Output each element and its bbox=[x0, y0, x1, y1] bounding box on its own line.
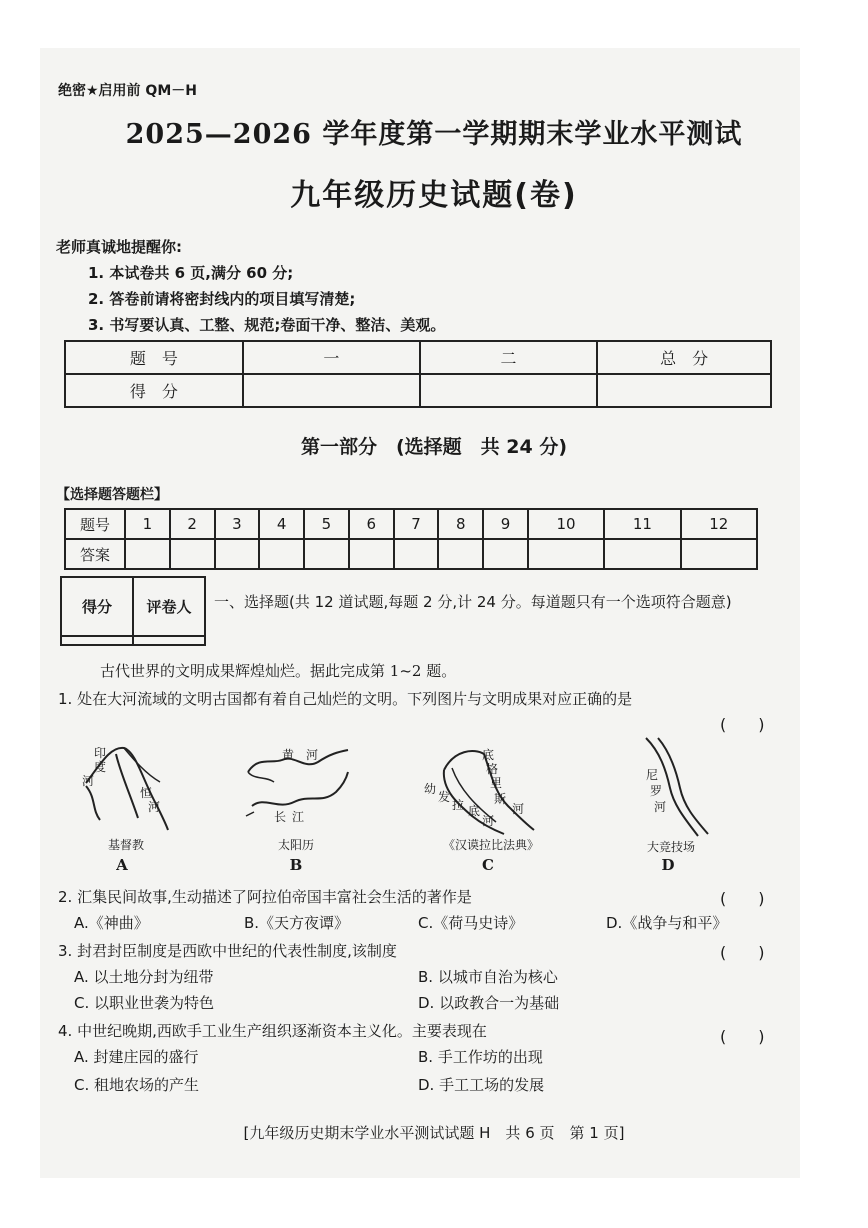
river-label: 恒 bbox=[140, 786, 153, 800]
answer-cell[interactable] bbox=[483, 539, 528, 569]
exam-title: 2025—2026 学年度第一学期期末学业水平测试 bbox=[125, 119, 743, 150]
question-stem: 1. 处在大河流域的文明古国都有着自己灿烂的文明。下列图片与文明成果对应正确的是 bbox=[58, 690, 633, 708]
answer-cell[interactable] bbox=[394, 539, 439, 569]
river-label: 发 bbox=[438, 790, 451, 804]
river-label: 度 bbox=[94, 760, 107, 774]
score-cell[interactable] bbox=[243, 374, 420, 407]
question-number-cell: 12 bbox=[681, 509, 757, 539]
score-header-cell: 总 分 bbox=[597, 341, 771, 374]
river-label: 江 bbox=[292, 810, 305, 824]
river-label: 河 bbox=[148, 800, 161, 814]
answer-cell[interactable] bbox=[215, 539, 260, 569]
option-c[interactable]: C.《荷马史诗》 bbox=[418, 914, 524, 932]
answer-cell[interactable] bbox=[259, 539, 304, 569]
question-number-cell: 4 bbox=[259, 509, 304, 539]
option-d[interactable]: D. 手工工场的发展 bbox=[418, 1076, 545, 1094]
section-instruction: 一、选择题(共 12 道试题,每题 2 分,计 24 分。每道题只有一个选项符合题意) bbox=[214, 593, 732, 611]
grader-score-label: 得分 bbox=[61, 577, 133, 636]
option-b[interactable]: B. 以城市自治为核心 bbox=[418, 968, 558, 986]
question-number-cell: 6 bbox=[349, 509, 394, 539]
answer-cell[interactable] bbox=[438, 539, 483, 569]
river-label: 格 bbox=[486, 762, 499, 776]
option-d[interactable]: D. 以政教合一为基础 bbox=[418, 994, 560, 1012]
option-d[interactable]: D.《战争与和平》 bbox=[606, 914, 728, 932]
map-caption-a: 基督教 bbox=[107, 838, 144, 852]
question-number-cell: 1 bbox=[125, 509, 170, 539]
grader-score-cell[interactable] bbox=[61, 636, 133, 645]
river-label: 河 bbox=[512, 802, 525, 816]
river-label: 河 bbox=[482, 814, 495, 828]
river-label: 黄 bbox=[282, 748, 295, 762]
option-letter-b[interactable]: B bbox=[289, 856, 303, 874]
score-table bbox=[64, 340, 772, 408]
question-number-cell: 2 bbox=[170, 509, 215, 539]
question-stem: 2. 汇集民间故事,生动描述了阿拉伯帝国丰富社会生活的著作是 bbox=[58, 888, 472, 906]
reminder-item: 3. 书写要认真、工整、规范;卷面干净、整洁、美观。 bbox=[88, 316, 446, 334]
map-caption-d: 大竞技场 bbox=[646, 840, 695, 854]
answer-paren: ( ) bbox=[720, 715, 765, 734]
reminder-heading: 老师真诚地提醒你: bbox=[56, 238, 182, 256]
river-map-d bbox=[636, 736, 716, 840]
river-label: 幼 bbox=[424, 782, 437, 796]
answer-paren: ( ) bbox=[720, 1027, 765, 1046]
map-c-mesopotamia bbox=[424, 740, 544, 840]
river-label: 拉 bbox=[452, 798, 465, 812]
answer-cell[interactable] bbox=[604, 539, 680, 569]
river-label: 底 bbox=[482, 748, 495, 762]
grader-name-label: 评卷人 bbox=[133, 577, 205, 636]
map-d-nile bbox=[636, 736, 716, 840]
question-stem: 4. 中世纪晚期,西欧手工业生产组织逐渐资本主义化。主要表现在 bbox=[58, 1022, 487, 1040]
question-intro: 古代世界的文明成果辉煌灿烂。据此完成第 1~2 题。 bbox=[100, 662, 457, 680]
reminder-item: 1. 本试卷共 6 页,满分 60 分; bbox=[88, 264, 294, 282]
map-b-yellow-yangtze bbox=[244, 744, 354, 834]
map-caption-c: 《汉谟拉比法典》 bbox=[442, 838, 539, 852]
option-letter-a[interactable]: A bbox=[116, 856, 128, 874]
option-c[interactable]: C. 租地农场的产生 bbox=[74, 1076, 200, 1094]
answer-cell[interactable] bbox=[528, 539, 604, 569]
score-cell[interactable] bbox=[597, 374, 771, 407]
answer-cell[interactable] bbox=[681, 539, 757, 569]
option-a[interactable]: A. 封建庄园的盛行 bbox=[74, 1048, 199, 1066]
map-a-indus-ganges bbox=[76, 738, 176, 838]
grader-table bbox=[60, 576, 206, 646]
answer-row-label: 答案 bbox=[65, 539, 125, 569]
river-label: 罗 bbox=[650, 784, 663, 798]
question-number-cell: 7 bbox=[394, 509, 439, 539]
map-caption-b: 太阳历 bbox=[277, 838, 314, 852]
question-number-cell: 10 bbox=[528, 509, 604, 539]
option-b[interactable]: B. 手工作坊的出现 bbox=[418, 1048, 543, 1066]
question-number-cell: 11 bbox=[604, 509, 680, 539]
exam-subtitle: 九年级历史试题(卷) bbox=[290, 178, 578, 213]
answer-paren: ( ) bbox=[720, 943, 765, 962]
answer-table bbox=[64, 508, 758, 570]
score-header-cell: 题 号 bbox=[65, 341, 243, 374]
part-title: 第一部分 (选择题 共 24 分) bbox=[300, 436, 568, 458]
river-label: 河 bbox=[306, 748, 319, 762]
option-b[interactable]: B.《天方夜谭》 bbox=[244, 914, 350, 932]
answer-cell[interactable] bbox=[125, 539, 170, 569]
score-row-label: 得 分 bbox=[65, 374, 243, 407]
option-c[interactable]: C. 以职业世袭为特色 bbox=[74, 994, 215, 1012]
question-number-cell: 5 bbox=[304, 509, 349, 539]
river-label: 里 bbox=[490, 776, 503, 790]
secret-label: 绝密★启用前 QM－H bbox=[58, 83, 197, 99]
option-letter-d[interactable]: D bbox=[661, 856, 675, 874]
question-number-cell: 3 bbox=[215, 509, 260, 539]
answer-row-label: 题号 bbox=[65, 509, 125, 539]
option-a[interactable]: A.《神曲》 bbox=[74, 914, 149, 932]
question-number-cell: 8 bbox=[438, 509, 483, 539]
score-cell[interactable] bbox=[420, 374, 597, 407]
river-label: 河 bbox=[82, 774, 95, 788]
score-header-cell: 一 bbox=[243, 341, 420, 374]
river-label: 底 bbox=[468, 804, 481, 818]
answer-section-label: 【选择题答题栏】 bbox=[56, 487, 168, 503]
grader-name-cell[interactable] bbox=[133, 636, 205, 645]
river-label: 河 bbox=[654, 800, 667, 814]
option-letter-c[interactable]: C bbox=[482, 856, 494, 874]
page-footer: [九年级历史期末学业水平测试试题 H 共 6 页 第 1 页] bbox=[243, 1124, 625, 1142]
question-stem: 3. 封君封臣制度是西欧中世纪的代表性制度,该制度 bbox=[58, 942, 397, 960]
answer-cell[interactable] bbox=[170, 539, 215, 569]
answer-paren: ( ) bbox=[720, 889, 765, 908]
option-a[interactable]: A. 以土地分封为纽带 bbox=[74, 968, 214, 986]
river-label: 斯 bbox=[494, 792, 507, 806]
question-number-cell: 9 bbox=[483, 509, 528, 539]
answer-cell[interactable] bbox=[349, 539, 394, 569]
score-header-cell: 二 bbox=[420, 341, 597, 374]
reminder-item: 2. 答卷前请将密封线内的项目填写清楚; bbox=[88, 290, 356, 308]
river-label: 长 bbox=[274, 810, 287, 824]
river-label: 印 bbox=[94, 746, 107, 760]
river-label: 尼 bbox=[646, 768, 659, 782]
answer-cell[interactable] bbox=[304, 539, 349, 569]
